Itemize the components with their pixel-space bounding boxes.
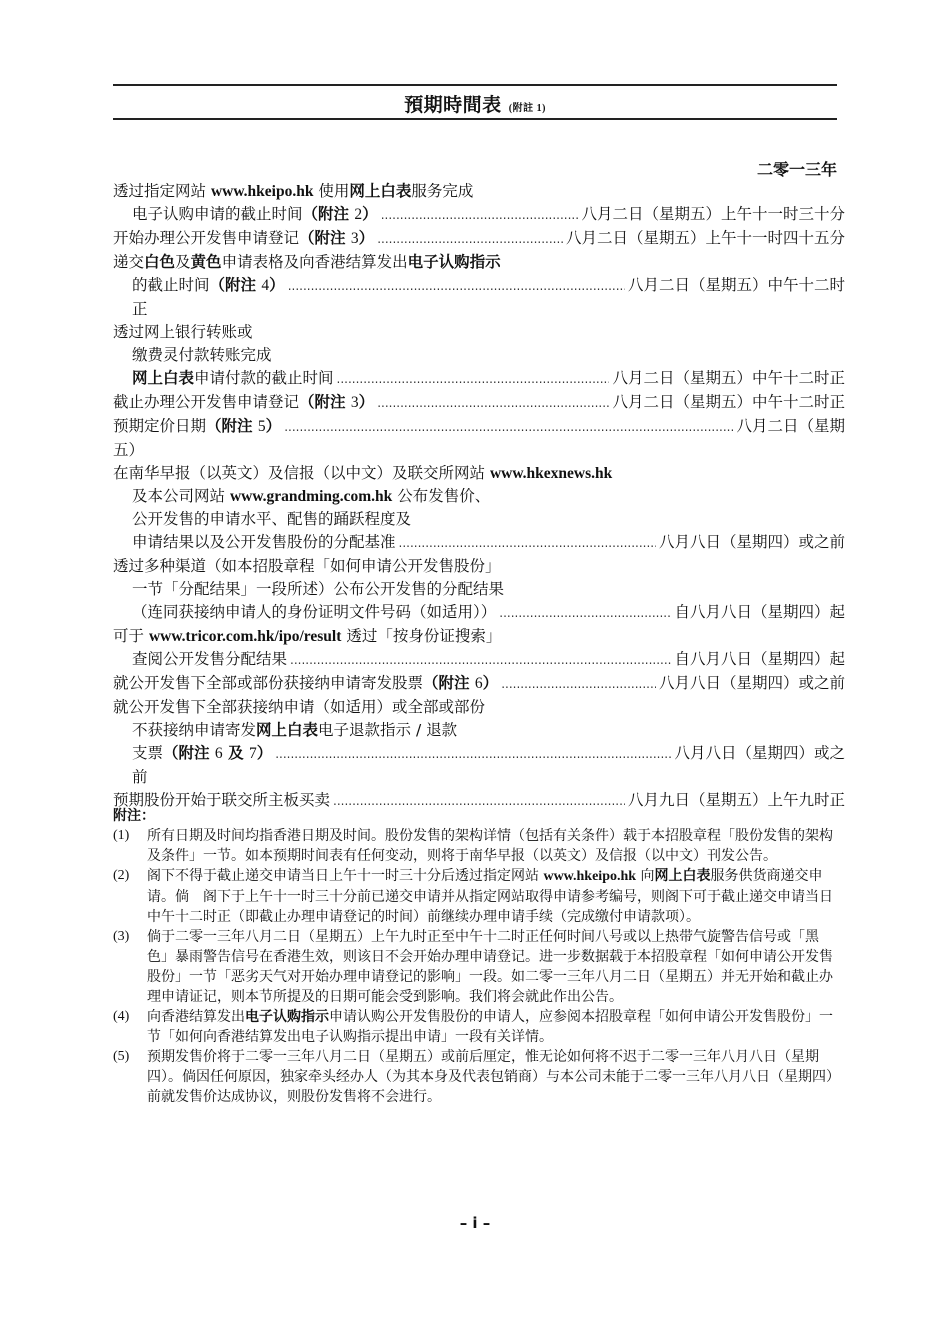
text-segment: 及本公司网站 bbox=[132, 487, 230, 505]
note-text bbox=[147, 927, 839, 1007]
timetable-entry bbox=[113, 462, 845, 555]
text-segment: （连同获接纳申请人的身份证明文件号码（如适用）） bbox=[132, 603, 497, 621]
note-item bbox=[113, 1047, 839, 1107]
note-item bbox=[113, 866, 839, 927]
timetable-entry bbox=[113, 251, 845, 321]
note-text bbox=[147, 1007, 839, 1047]
event-label bbox=[132, 203, 378, 227]
text-segment: 一节「分配结果」一段所述）公布公开发售的分配结果 bbox=[132, 580, 505, 598]
timetable-line bbox=[113, 625, 845, 648]
text-segment: 正 bbox=[132, 300, 148, 318]
text-segment: 预期定价日期 bbox=[113, 417, 207, 435]
timetable-line bbox=[113, 601, 845, 625]
timetable-entry bbox=[113, 555, 845, 625]
note-number: (3) bbox=[113, 929, 130, 944]
text-segment: ） bbox=[358, 229, 375, 247]
timetable-entry bbox=[113, 180, 845, 227]
event-label bbox=[132, 298, 148, 321]
text-segment: ） bbox=[362, 205, 378, 223]
timetable-entry bbox=[113, 625, 845, 672]
text-segment: 开始办理公开发售申请登记 bbox=[113, 229, 300, 247]
text-segment: 网上白表 bbox=[132, 369, 195, 387]
event-label bbox=[132, 508, 411, 531]
timetable-line bbox=[113, 531, 845, 555]
leader-dots bbox=[337, 367, 610, 391]
timetable-line bbox=[113, 227, 845, 251]
text-segment: 支票 bbox=[132, 744, 164, 762]
notes-section bbox=[113, 806, 839, 1107]
leader-dots bbox=[501, 672, 656, 696]
text-segment: 截止办理公开发售申请登记 bbox=[113, 393, 300, 411]
title-note: (附註 1) bbox=[508, 103, 546, 114]
event-label bbox=[113, 321, 253, 344]
text-segment: 递交 bbox=[113, 253, 145, 271]
event-label bbox=[132, 719, 457, 742]
text-segment: 及 bbox=[175, 253, 191, 271]
event-date: 八月八日（星期四）或之前 bbox=[658, 674, 845, 692]
timetable-line bbox=[113, 321, 845, 344]
timetable-line bbox=[113, 367, 845, 391]
text-segment: 在南华早报（以英文）及信报（以中文）及联交所网站 bbox=[113, 464, 490, 482]
text-segment: 向 bbox=[636, 868, 655, 884]
event-label bbox=[113, 439, 144, 462]
event-label bbox=[132, 742, 272, 766]
event-label bbox=[132, 344, 272, 367]
timetable-line bbox=[113, 462, 845, 485]
note-text bbox=[147, 1047, 839, 1107]
event-date: 八月二日（星期 bbox=[736, 417, 845, 435]
text-segment: 预期发售价将于二零一三年八月二日（星期五）或前后厘定，惟无论如何将不迟于二零一三年八月八日（星期四）。倘因任何原因，独家牵头经办人（为其本身及代表包销商）与本公司未能于二零一三年八月八日（星期四）前就发售价达成协议，则股份发售将不会进行。 bbox=[147, 1049, 833, 1105]
note-number: (1) bbox=[113, 828, 130, 843]
text-segment: 黄色 bbox=[190, 253, 222, 271]
text-segment: 透过指定网站 bbox=[113, 182, 211, 200]
url-text: www.hkeipo.hk bbox=[543, 869, 637, 884]
page-number: – i – bbox=[459, 1214, 491, 1232]
text-segment: 使用 bbox=[313, 182, 350, 200]
event-date: 八月二日（星期五）中午十二时 bbox=[627, 276, 845, 294]
timetable-line bbox=[113, 555, 845, 578]
text-segment: 服务供货商递交申请。倘 阁下于上午十一时三十分前已递交申请并从指定网站取得申请参考编号，则阁下可于截止递交申请当日中午十二时正（即截止办理申请登记的时间）前继续办理申请手续（完成缴付申请款项）。 bbox=[147, 868, 833, 925]
leader-dots bbox=[399, 531, 656, 555]
timetable bbox=[113, 180, 845, 813]
page-title bbox=[113, 90, 837, 117]
event-label bbox=[132, 367, 334, 391]
text-segment: 向香港结算发出 bbox=[147, 1009, 245, 1025]
event-date: 自八月八日（星期四）起 bbox=[674, 603, 845, 621]
timetable-line bbox=[113, 274, 845, 298]
text-segment: 前 bbox=[132, 768, 148, 786]
note-text bbox=[147, 866, 839, 927]
timetable-line bbox=[113, 578, 845, 601]
text-segment: ） bbox=[265, 417, 282, 435]
event-label bbox=[113, 391, 374, 415]
event-label bbox=[113, 696, 485, 719]
event-label bbox=[132, 601, 496, 625]
text-segment: ） bbox=[269, 276, 285, 294]
text-segment: 查阅公开发售分配结果 bbox=[132, 650, 288, 668]
text-segment: 申请表格及向香港结算发出 bbox=[221, 253, 408, 271]
text-segment: 申请认购公开发售股份的申请人，应参阅本招股章程「如何申请公开发售股份」一节「如何向香港结算发出电子认购指示提出申请」一段有关详情。 bbox=[147, 1009, 833, 1045]
text-segment: （附注 bbox=[299, 229, 351, 247]
text-segment: 阁下不得于截止递交申请当日上午十一时三十分后透过指定网站 bbox=[147, 868, 544, 884]
url-text: 6 bbox=[214, 745, 223, 762]
text-segment: 透过「按身份证搜索」 bbox=[341, 627, 502, 645]
note-item bbox=[113, 927, 839, 1007]
text-segment: 所有日期及时间均指香港日期及时间。股份发售的架构详情（包括有关条件）载于本招股章程「股份发售的架构及条件」一节。如本预期时间表有任何变动，则将于南华早报（以英文）及信报（以中文）刊发公告。 bbox=[147, 828, 833, 864]
text-segment: 缴费灵付款转账完成 bbox=[132, 346, 272, 364]
text-segment: 就公开发售下全部或部份获接纳申请寄发股票 bbox=[113, 674, 424, 692]
text-segment: 不获接纳申请寄发 bbox=[132, 721, 257, 739]
timetable-entry bbox=[113, 696, 845, 789]
text-segment: ） bbox=[358, 393, 375, 411]
text-segment: 电子认购指示 bbox=[245, 1009, 329, 1025]
title-text: 預期時間表 bbox=[404, 94, 502, 116]
event-label bbox=[132, 485, 490, 508]
event-label bbox=[132, 274, 285, 298]
timetable-line bbox=[113, 439, 845, 462]
text-segment: （附注 bbox=[299, 393, 351, 411]
top-rule bbox=[113, 84, 837, 86]
timetable-entry bbox=[113, 391, 845, 415]
text-segment: 白色 bbox=[144, 253, 176, 271]
timetable-line bbox=[113, 415, 845, 439]
text-segment: 预期股份开始于联交所主板买卖 bbox=[113, 791, 331, 809]
note-item bbox=[113, 826, 839, 866]
url-text: www.hkexnews.hk bbox=[489, 465, 613, 482]
note-text bbox=[147, 826, 839, 866]
timetable-line bbox=[113, 648, 845, 672]
notes-heading: 附注： bbox=[113, 808, 155, 824]
leader-dots bbox=[499, 601, 671, 625]
timetable-line bbox=[113, 766, 845, 789]
text-segment: 倘于二零一三年八月二日（星期五）上午九时正至中午十二时正任何时间八号或以上热带气旋警告信号或「黑色」暴雨警告信号在香港生效，则该日不会开始办理申请登记。进一步数据载于本招股章程「如何申请公开发售股份」一节「恶劣天气对开始办理申请登记的影响」一段。如二零一三年八月二日（星期五）并无开始和截止办理申请证记，则本节所提及的日期可能会受到影响。我们将会就此作出公告。 bbox=[147, 929, 833, 1005]
leader-dots bbox=[284, 415, 733, 439]
text-segment: 五） bbox=[113, 441, 145, 459]
note-number: (5) bbox=[113, 1049, 130, 1064]
event-label bbox=[132, 648, 287, 672]
timetable-line bbox=[113, 180, 845, 203]
event-label bbox=[132, 766, 148, 789]
text-segment: 就公开发售下全部获接纳申请（如适用）或全部或部份 bbox=[113, 698, 486, 716]
leader-dots bbox=[290, 648, 671, 672]
note-number: (4) bbox=[113, 1009, 130, 1024]
event-date: 八月二日（星期五）上午十一时三十分 bbox=[581, 205, 845, 223]
text-segment: 申请付款的截止时间 bbox=[194, 369, 334, 387]
text-segment: 公开发售的申请水平、配售的踊跃程度及 bbox=[132, 510, 412, 528]
timetable-entry bbox=[113, 415, 845, 462]
timetable-entry bbox=[113, 672, 845, 696]
timetable-line bbox=[113, 719, 845, 742]
text-segment: 服务完成 bbox=[411, 182, 474, 200]
event-date: 八月二日（星期五）上午十一时四十五分 bbox=[565, 229, 845, 247]
text-segment: ） bbox=[256, 744, 273, 762]
text-segment: 及 bbox=[222, 744, 249, 762]
text-segment: 申请结果以及公开发售股份的分配基准 bbox=[132, 533, 396, 551]
leader-dots bbox=[377, 227, 563, 251]
text-segment: 电子认购指示 bbox=[407, 253, 501, 271]
timetable-line bbox=[113, 672, 845, 696]
timetable-line bbox=[113, 251, 845, 274]
event-date: 八月二日（星期五）中午十二时正 bbox=[612, 393, 845, 411]
event-label bbox=[132, 578, 504, 601]
url-text: 4 bbox=[261, 277, 270, 294]
text-segment: 公布发售价、 bbox=[392, 487, 491, 505]
event-date: 自八月八日（星期四）起 bbox=[674, 650, 845, 668]
timetable-line bbox=[113, 508, 845, 531]
bottom-rule bbox=[113, 118, 837, 120]
text-segment: （附注 bbox=[302, 205, 355, 223]
event-label bbox=[113, 415, 281, 439]
url-text: 3 bbox=[350, 394, 359, 411]
url-text: 6 bbox=[474, 675, 483, 692]
url-text: 3 bbox=[350, 230, 359, 247]
event-label bbox=[113, 251, 501, 274]
leader-dots bbox=[381, 203, 579, 227]
url-text: 7 bbox=[248, 745, 257, 762]
event-label bbox=[113, 625, 501, 648]
text-segment: 透过网上银行转账或 bbox=[113, 323, 253, 341]
event-date: 八月二日（星期五）中午十二时正 bbox=[612, 369, 845, 387]
timetable-line bbox=[113, 485, 845, 508]
url-text: 2 bbox=[354, 206, 363, 223]
event-label bbox=[113, 672, 498, 696]
text-segment: （附注 bbox=[423, 674, 475, 692]
timetable-entry bbox=[113, 321, 845, 391]
text-segment: （附注 bbox=[209, 276, 262, 294]
text-segment: 网上白表 bbox=[654, 868, 711, 884]
event-label bbox=[132, 531, 396, 555]
text-segment: 透过多种渠道（如本招股章程「如何申请公开发售股份」 bbox=[113, 557, 501, 575]
event-date: 八月九日（星期五）上午九时正 bbox=[627, 791, 845, 809]
text-segment: 网上白表 bbox=[256, 721, 319, 739]
timetable-entry bbox=[113, 227, 845, 251]
text-segment: 可于 bbox=[113, 627, 149, 645]
url-text: 5 bbox=[257, 418, 266, 435]
event-label bbox=[113, 180, 473, 203]
timetable-line bbox=[113, 298, 845, 321]
text-segment: 电子退款指示 / 退款 bbox=[318, 721, 458, 739]
leader-dots bbox=[288, 274, 625, 298]
url-text: www.tricor.com.hk/ipo/result bbox=[148, 628, 342, 645]
leader-dots bbox=[275, 742, 671, 766]
text-segment: 电子认购申请的截止时间 bbox=[132, 205, 303, 223]
note-item bbox=[113, 1007, 839, 1047]
notes-list bbox=[113, 826, 839, 1107]
text-segment: （附注 bbox=[163, 744, 215, 762]
timetable-line bbox=[113, 696, 845, 719]
timetable-line bbox=[113, 742, 845, 766]
text-segment: 网上白表 bbox=[349, 182, 412, 200]
url-text: www.hkeipo.hk bbox=[210, 183, 314, 200]
event-label bbox=[113, 555, 501, 578]
note-number: (2) bbox=[113, 868, 130, 883]
url-text: www.grandming.com.hk bbox=[229, 488, 393, 505]
leader-dots bbox=[377, 391, 609, 415]
timetable-line bbox=[113, 203, 845, 227]
year-heading: 二零一三年 bbox=[756, 160, 837, 179]
event-label bbox=[113, 227, 374, 251]
timetable-line bbox=[113, 391, 845, 415]
event-date: 八月八日（星期四）或之 bbox=[674, 744, 845, 762]
event-date: 八月八日（星期四）或之前 bbox=[658, 533, 845, 551]
text-segment: 的截止时间 bbox=[132, 276, 210, 294]
text-segment: ） bbox=[482, 674, 499, 692]
timetable-line bbox=[113, 344, 845, 367]
text-segment: （附注 bbox=[206, 417, 258, 435]
event-label bbox=[113, 462, 612, 485]
